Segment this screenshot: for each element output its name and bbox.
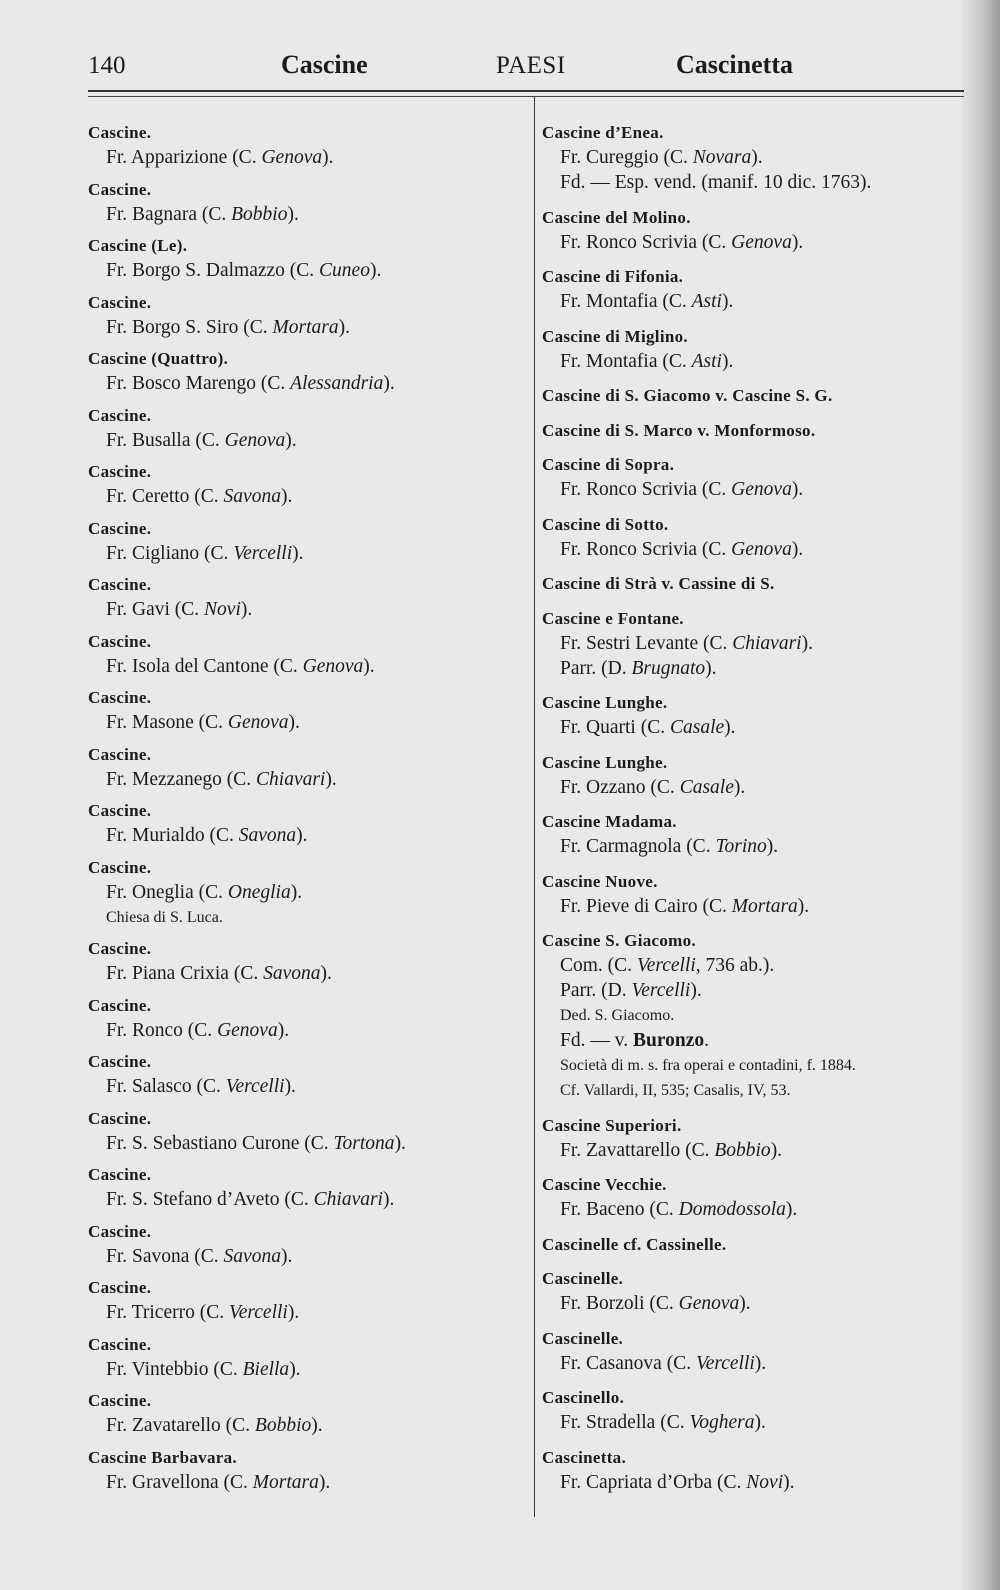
line-end: ). [394,1132,406,1154]
line-end: ). [320,963,332,984]
entry-line [88,1074,526,1099]
gazetteer-entry [88,798,526,848]
entry-line [542,1138,962,1163]
entry-line [542,656,962,681]
entry-line [542,145,962,170]
line-end: ). [791,231,804,253]
gazetteer-entry [542,869,962,919]
entry-title: Cascine di S. Marco v. Monformoso. [542,420,816,440]
line-end: ). [289,1358,301,1380]
gazetteer-entry [542,1266,962,1316]
gazetteer-entry [542,324,962,374]
gazetteer-entry [542,205,962,255]
line-italic: Vercelli [233,542,293,564]
line-text: Fr. Pieve di Cairo (C. [560,895,732,917]
line-text: Fr. Zavatarello (C. [106,1415,255,1436]
entry-title: Cascine. [88,292,152,312]
line-italic: Vercelli [228,1302,288,1323]
right-column [542,120,962,1504]
entry-line [88,258,526,283]
entry-title: Cascine Nuove. [542,871,658,891]
entry-title: Cascine Lunghe. [542,693,668,712]
entry-line [542,834,962,859]
gazetteer-entry [88,1388,526,1438]
line-italic: Genova [261,147,323,168]
line-text: Fr. Ronco Scrivia (C. [560,479,732,500]
entry-title: Cascine. [88,405,152,425]
line-text: Fr. Bosco Marengo (C. [106,373,291,394]
line-bold: Buronzo [632,1030,705,1051]
line-text: Fr. Borgo S. Dalmazzo (C. [106,260,320,281]
entry-line [88,654,526,679]
entry-title: Cascine. [88,1391,152,1410]
line-italic: Vercelli [631,980,691,1001]
line-end: ). [292,542,304,564]
line-italic: Alessandria [290,373,384,394]
entry-title: Cascine Superiori. [542,1115,682,1135]
entry-line [88,1413,526,1438]
line-italic: Genova [731,538,792,560]
line-text: Fr. Murialdo (C. [106,825,239,846]
entry-line [542,775,962,800]
line-italic: Novara [692,147,752,168]
entry-title: Cascinetta. [542,1447,627,1467]
entry-title: Cascine. [88,1221,152,1241]
gazetteer-entry [88,993,526,1043]
gazetteer-entry [88,1049,526,1099]
entry-line [542,953,962,978]
entry-line [542,1028,962,1053]
entry-line [88,1300,526,1325]
line-text: Fr. Borgo S. Siro (C. [106,316,273,338]
line-end: ). [290,881,303,903]
line-italic: Savona [238,825,297,846]
entry-line [88,541,526,566]
line-end: ). [785,1199,798,1220]
line-end: ). [318,1471,331,1493]
line-italic: Casale [679,776,734,798]
line-end: ). [288,712,300,733]
line-text: Fr. Mezzanego (C. [106,768,257,790]
line-italic: Genova [217,1019,278,1041]
line-end: ). [280,1245,293,1267]
line-text: Fr. Ceretto (C. [106,486,224,507]
header-rule-thin [88,96,964,97]
line-end: ). [280,486,293,507]
line-italic: Novi [204,599,241,620]
line-end: ). [733,776,746,798]
entry-line [542,1003,962,1028]
line-text: Fr. Ozzano (C. [560,776,680,798]
line-italic: Bobbio [254,1415,312,1436]
entry-line [88,767,526,792]
line-text: Fr. Zavattarello (C. [560,1139,715,1161]
entry-line [542,537,962,562]
entry-line [542,349,962,374]
entry-title: Cascine Madama. [542,812,677,831]
entry-title: Cascine. [88,1052,152,1071]
gazetteer-entry [88,177,526,227]
line-end: ). [705,657,717,679]
gazetteer-entry [88,572,526,622]
gazetteer-entry [542,120,962,195]
entry-title: Cascine. [88,1334,152,1354]
line-text: Com. (C. [560,955,637,976]
line-italic: Oneglia [227,881,291,903]
line-italic: Casale [669,717,725,738]
gazetteer-entry [542,452,962,502]
line-italic: Brugnato [631,657,706,679]
entry-title: Cascine di Fifonia. [542,267,684,286]
gazetteer-entry [88,459,526,509]
line-italic: Vercelli [225,1076,285,1097]
line-text: Fr. Cureggio (C. [560,147,693,168]
entry-title: Cascine Lunghe. [542,752,668,772]
line-italic: Genova [227,712,289,733]
gazetteer-entry [88,685,526,735]
gazetteer-entry [88,855,526,930]
line-italic: Mortara [252,1471,319,1493]
line-italic: Chiavari [256,768,326,790]
entry-line [88,961,526,986]
gazetteer-entry [88,290,526,340]
entry-title: Cascine. [88,518,152,538]
entry-title: Cascine Vecchie. [542,1175,667,1194]
line-end: ). [338,316,350,338]
gazetteer-entry [88,346,526,396]
line-text: Fr. Oneglia (C. [106,881,228,903]
entry-title: Cascine di S. Giacomo v. Cascine S. G. [542,386,833,405]
entry-line [542,978,962,1003]
line-end: ). [311,1415,323,1436]
running-head-left: Cascine [281,50,368,79]
line-text: Fr. Ronco Scrivia (C. [560,538,732,560]
entry-title: Cascine di Sotto. [542,514,669,534]
line-end: ). [296,825,308,846]
line-italic: Vercelli [695,1352,755,1374]
gazetteer-entry [542,606,962,681]
line-italic: Genova [731,479,792,500]
line-end: ). [690,980,702,1001]
entry-title: Cascine. [88,1278,152,1297]
line-italic: Mortara [731,895,798,917]
entry-title: Cascinelle. [542,1328,624,1348]
line-end: ). [766,836,779,857]
column-divider [534,97,535,1517]
line-text: Fr. Borzoli (C. [560,1293,679,1314]
line-italic: Savona [223,1245,281,1267]
entry-line [542,1291,962,1316]
line-italic: Bobbio [714,1139,771,1161]
gazetteer-entry [88,1162,526,1212]
gazetteer-entry [542,750,962,800]
line-end: ). [721,291,734,312]
line-text: Fr. Vintebbio (C. [106,1358,243,1380]
line-end: ). [751,147,763,168]
gazetteer-entry [88,1106,526,1156]
entry-title: Cascine di Miglino. [542,326,688,346]
entry-line [88,428,526,453]
entry-line [88,1018,526,1043]
line-end: ). [754,1352,767,1374]
line-end: ). [721,350,734,372]
line-italic: Cuneo [319,260,370,281]
entry-line [542,1410,962,1435]
gazetteer-entry [542,418,962,443]
entry-title: Cascine (Le). [88,236,188,255]
entry-title: Cascine. [88,179,152,199]
line-text: Fd. — v. [560,1030,633,1051]
line-italic: Genova [731,231,792,253]
gazetteer-entry [88,1275,526,1325]
line-italic: Genova [678,1293,740,1314]
line-end: ). [363,655,375,677]
entry-line [542,715,962,740]
entry-line [542,477,962,502]
entry-title: Cascine e Fontane. [542,608,684,628]
gazetteer-entry [542,809,962,859]
entry-title: Cascine. [88,631,152,651]
entry-title: Cascine d’Enea. [542,123,664,142]
line-text: Fr. Salasco (C. [106,1076,226,1097]
line-italic: Savona [223,486,281,507]
line-text: Parr. (D. [560,980,632,1001]
line-end: ). [783,1471,795,1493]
left-column [88,120,526,1501]
line-end: ). [791,479,804,500]
gazetteer-entry [542,928,962,1103]
line-end: , 736 ab.). [695,955,775,976]
line-end: ). [240,599,253,620]
line-text: Fr. Ronco Scrivia (C. [560,231,732,253]
entry-line [88,823,526,848]
entry-line [542,1470,962,1495]
entry-line [88,1357,526,1382]
line-text: Fr. Baceno (C. [560,1199,679,1220]
gazetteer-entry [88,1219,526,1269]
line-text: Fr. Savona (C. [106,1245,224,1267]
line-text: Fr. Casanova (C. [560,1352,696,1374]
entry-title: Cascine di Sopra. [542,455,675,474]
line-text: Fr. Sestri Levante (C. [560,632,733,654]
entry-title: Cascinelle cf. Cassinelle. [542,1234,727,1254]
line-italic: Novi [746,1471,784,1493]
line-text: Fr. Gravellona (C. [106,1471,253,1493]
line-italic: Savona [263,963,321,984]
entry-line [88,202,526,227]
gazetteer-entry [542,383,962,408]
line-text: Parr. (D. [560,657,632,679]
gazetteer-entry [542,690,962,740]
line-text: Fr. Montafia (C. [560,291,692,312]
entry-title: Cascinello. [542,1388,625,1407]
entry-title: Cascine S. Giacomo. [542,931,696,950]
line-italic: Bobbio [231,203,288,225]
page-number: 140 [88,52,126,79]
line-italic: Genova [302,655,364,677]
line-text: Chiesa di S. Luca. [106,908,223,926]
line-text: Fr. Bagnara (C. [106,203,232,225]
gazetteer-entry [542,1385,962,1435]
entry-title: Cascine. [88,939,152,958]
line-end: ). [754,1412,766,1433]
line-italic: Vercelli [636,955,696,976]
entry-line [542,1053,962,1078]
line-text: Ded. S. Giacomo. [560,1007,675,1024]
entry-title: Cascine. [88,688,152,707]
entry-line [542,631,962,656]
line-text: Fr. Piana Crixia (C. [106,963,264,984]
entry-line [88,315,526,340]
entry-title: Cascine. [88,462,152,481]
line-text: Fr. Masone (C. [106,712,228,733]
line-text: Fr. Ronco (C. [106,1019,218,1041]
line-italic: Torino [715,836,767,857]
gazetteer-entry [88,742,526,792]
line-italic: Biella [242,1358,290,1380]
line-italic: Chiavari [313,1189,383,1210]
line-text: Fr. Gavi (C. [106,599,205,620]
line-italic: Domodossola [678,1199,786,1220]
line-end: ). [801,632,813,654]
line-end: ). [287,203,299,225]
line-end: ). [285,429,297,451]
line-italic: Asti [691,350,722,372]
gazetteer-entry [88,1445,526,1495]
running-head-right: Cascinetta [676,50,793,79]
gazetteer-entry [542,1445,962,1495]
entry-line [88,710,526,735]
gazetteer-entry [542,1113,962,1163]
line-text: Fr. Capriata d’Orba (C. [560,1471,747,1493]
line-text: Fr. Apparizione (C. [106,147,262,168]
entry-title: Cascine. [88,1165,152,1184]
entry-title: Cascine. [88,123,152,142]
entry-title: Cascine del Molino. [542,207,691,227]
line-end: ). [382,1189,395,1210]
entry-line [542,894,962,919]
line-text: Fr. Isola del Cantone (C. [106,655,303,677]
entry-line [542,289,962,314]
gazetteer-entry [542,1172,962,1222]
line-italic: Asti [691,291,722,312]
line-italic: Genova [224,429,286,451]
entry-line [88,1131,526,1156]
entry-line [542,1351,962,1376]
line-end: ). [797,895,810,917]
line-text: Fd. — Esp. vend. (manif. 10 dic. 1763). [560,172,872,193]
entry-line [88,484,526,509]
entry-title: Cascine di Strà v. Cassine di S. [542,574,775,593]
page-edge-shadow [962,0,1000,1590]
gazetteer-entry [88,936,526,986]
line-end: . [704,1030,709,1051]
entry-line [542,1078,962,1103]
line-text: Fr. S. Stefano d’Aveto (C. [106,1189,314,1210]
line-text: Fr. Cigliano (C. [106,542,234,564]
entry-line [542,170,962,195]
gazetteer-entry [88,120,526,170]
gazetteer-entry [88,403,526,453]
line-italic: Tortona [333,1132,395,1154]
entry-title: Cascine. [88,1108,152,1128]
entry-title: Cascine (Quattro). [88,349,229,368]
gazetteer-entry [88,233,526,283]
line-italic: Chiavari [732,632,802,654]
entry-line [88,1470,526,1495]
gazetteer-entry [88,516,526,566]
entry-line [88,880,526,905]
line-text: Fr. S. Sebastiano Curone (C. [106,1132,334,1154]
line-text: Fr. Montafia (C. [560,350,692,372]
line-end: ). [287,1302,300,1323]
entry-title: Cascine. [88,575,152,594]
line-text: Fr. Tricerro (C. [106,1302,229,1323]
header-rule-thick [88,90,964,92]
entry-line [542,230,962,255]
line-end: ). [724,717,736,738]
line-text: Fr. Busalla (C. [106,429,225,451]
running-head-center: PAESI [496,52,566,79]
gazetteer-entry [88,1332,526,1382]
line-end: ). [284,1076,296,1097]
gazetteer-entry [542,1232,962,1257]
entry-line [88,905,526,930]
entry-title: Cascine Barbavara. [88,1447,237,1467]
line-text: Fr. Carmagnola (C. [560,836,716,857]
entry-line [88,1187,526,1212]
line-text: Fr. Stradella (C. [560,1412,690,1433]
line-end: ). [369,260,382,281]
line-end: ). [383,373,395,394]
entry-line [88,371,526,396]
line-end: ). [325,768,337,790]
line-text: Cf. Vallardi, II, 535; Casalis, IV, 53. [560,1082,791,1099]
line-italic: Mortara [272,316,339,338]
line-end: ). [770,1139,783,1161]
line-text: Fr. Quarti (C. [560,717,670,738]
gazetteer-entry [542,512,962,562]
line-end: ). [739,1293,751,1314]
line-italic: Voghera [689,1412,755,1433]
page-header [88,48,964,88]
gazetteer-entry [542,1326,962,1376]
line-text: Società di m. s. fra operai e contadini, f. 1884. [560,1057,856,1074]
entry-title: Cascine. [88,857,152,877]
gazetteer-entry [88,629,526,679]
entry-line [88,1244,526,1269]
entry-line [88,145,526,170]
line-end: ). [322,147,334,168]
line-end: ). [791,538,804,560]
entry-line [542,1197,962,1222]
line-end: ). [277,1019,290,1041]
gazetteer-entry [542,571,962,596]
gazetteer-entry [542,264,962,314]
entry-title: Cascine. [88,744,152,764]
entry-line [88,597,526,622]
entry-title: Cascinelle. [542,1269,624,1288]
entry-title: Cascine. [88,995,152,1015]
entry-title: Cascine. [88,801,152,820]
